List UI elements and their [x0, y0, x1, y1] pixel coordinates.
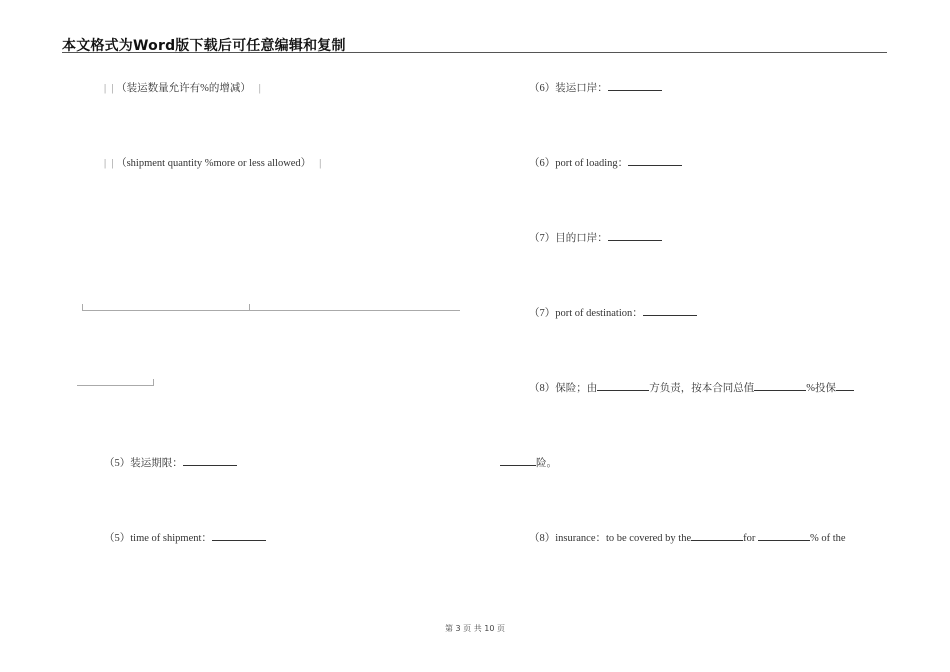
port-of-destination-blank[interactable]	[643, 305, 697, 316]
item6-zh-row	[529, 80, 662, 95]
allowance-en-text: （shipment quantity %more or less allowed）	[116, 158, 312, 169]
header-divider	[62, 52, 887, 53]
item7-zh-label: （7）目的口岸：	[529, 233, 608, 244]
page-header-title: 本文格式为Word版下载后可任意编辑和复制	[62, 38, 346, 54]
insurance-type-blank[interactable]	[836, 380, 854, 391]
item5-zh-label: （5）装运期限：	[104, 458, 183, 469]
allowance-zh-text: （装运数量允许有%的增减）	[116, 83, 251, 94]
item8-zh-part2: 方负责，按本合同总值	[649, 383, 755, 394]
item8-zh-row	[529, 380, 854, 395]
table-border: |	[253, 83, 261, 94]
shipment-period-blank[interactable]	[183, 455, 237, 466]
item8-en-part2: for	[743, 533, 758, 544]
item8-zh-part1: （8）保险；由	[529, 383, 598, 394]
table-corner-fragment	[153, 379, 154, 385]
loading-port-blank[interactable]	[608, 80, 662, 91]
table-border: | |	[104, 158, 114, 169]
insurance-percent-blank[interactable]	[754, 380, 806, 391]
allowance-en-row	[104, 155, 321, 170]
item8-zh-cont: 险。	[536, 458, 557, 469]
item8-zh-part3: %投保	[806, 383, 836, 394]
destination-port-blank[interactable]	[608, 230, 662, 241]
item5-en-label: （5）time of shipment：	[104, 533, 212, 544]
item5-zh-row	[104, 455, 237, 470]
allowance-zh-row	[104, 80, 261, 95]
table-border: | |	[104, 83, 114, 94]
insurance-type-blank-cont[interactable]	[500, 455, 536, 466]
table-corner-mid	[249, 304, 250, 310]
insurance-covered-by-blank[interactable]	[691, 530, 743, 541]
item6-en-row	[529, 155, 682, 170]
time-of-shipment-blank[interactable]	[212, 530, 266, 541]
table-border: |	[313, 158, 322, 169]
item7-en-label: （7）port of destination：	[529, 308, 643, 319]
item8-en-part1: （8）insurance：to be covered by the	[529, 533, 692, 544]
item8-en-row	[529, 530, 846, 545]
table-rule-fragment	[77, 385, 154, 386]
item5-en-row	[104, 530, 266, 545]
item6-zh-label: （6）装运口岸：	[529, 83, 608, 94]
item8-zh-cont-row	[500, 455, 557, 470]
insurance-party-blank[interactable]	[597, 380, 649, 391]
insurance-percent-en-blank[interactable]	[758, 530, 810, 541]
item8-en-part3: % of the	[810, 533, 846, 544]
item7-zh-row	[529, 230, 662, 245]
table-corner-left	[82, 304, 83, 310]
item6-en-label: （6）port of loading：	[529, 158, 629, 169]
item7-en-row	[529, 305, 697, 320]
page-number-footer: 第 3 页 共 10 页	[445, 624, 505, 633]
port-of-loading-blank[interactable]	[628, 155, 682, 166]
table-bottom-rule	[82, 310, 460, 311]
